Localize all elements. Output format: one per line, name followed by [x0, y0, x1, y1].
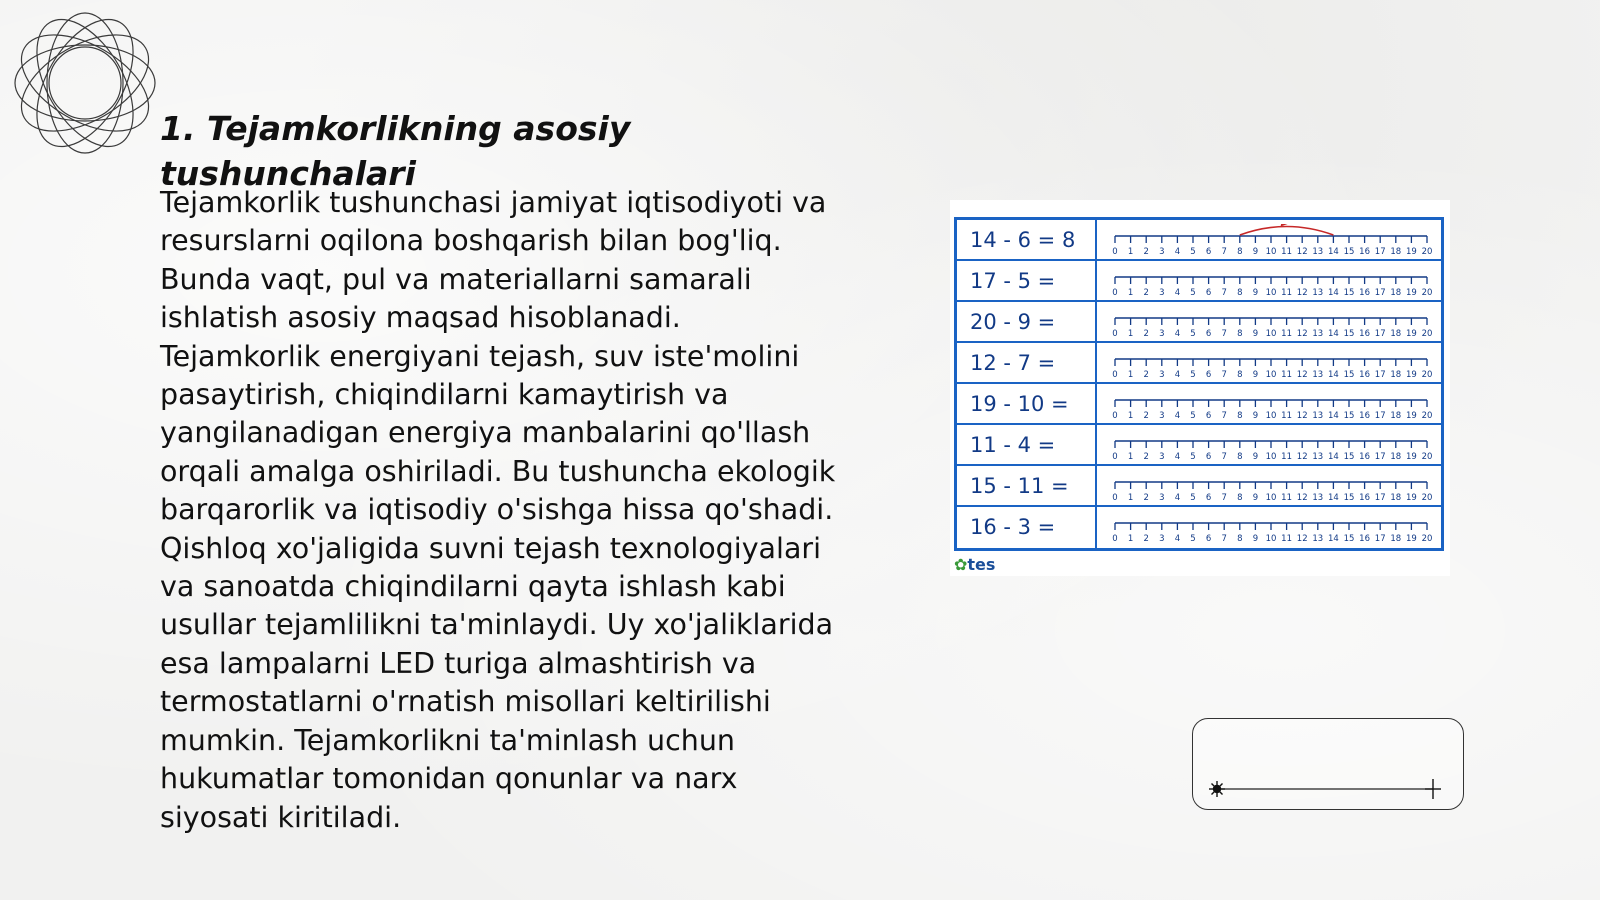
number-line-label: 11	[1281, 411, 1293, 421]
number-line-label: 15	[1343, 247, 1355, 257]
number-line-label: 17	[1374, 411, 1386, 421]
number-line-label: 8	[1237, 452, 1243, 462]
number-line-label: 15	[1343, 534, 1355, 544]
number-line-label: 4	[1174, 288, 1181, 298]
number-line-label: 6	[1205, 288, 1212, 298]
number-line-label: 15	[1343, 370, 1355, 380]
number-line-label: 11	[1281, 370, 1293, 380]
number-line	[1107, 224, 1437, 258]
number-line-label: 9	[1252, 411, 1259, 421]
number-line-label: 0	[1112, 370, 1118, 380]
number-line-label: 7	[1221, 493, 1227, 503]
number-line-label: 8	[1237, 288, 1243, 298]
number-line-label: 14	[1327, 329, 1339, 339]
number-line-label: 7	[1221, 247, 1227, 257]
number-line-label: 18	[1390, 370, 1402, 380]
worksheet-row	[957, 302, 1441, 343]
number-line-label: 7	[1221, 329, 1227, 339]
number-line-label: 10	[1265, 370, 1277, 380]
worksheet-table	[954, 217, 1444, 551]
number-line-label: 1	[1127, 329, 1134, 339]
number-line-label: 19	[1405, 370, 1417, 380]
number-line-label: 18	[1390, 288, 1402, 298]
worksheet-row	[957, 466, 1441, 507]
number-line-label: 5	[1190, 411, 1196, 421]
number-line	[1107, 265, 1437, 299]
number-line-label: 17	[1374, 288, 1386, 298]
slider-track	[1193, 719, 1465, 811]
tes-logo-text: tes	[967, 555, 996, 574]
number-line-label: 20	[1421, 370, 1433, 380]
number-line-label: 16	[1359, 534, 1371, 544]
worksheet-row	[957, 425, 1441, 466]
number-line	[1107, 470, 1437, 504]
number-line-label: 2	[1143, 370, 1149, 380]
number-line	[1107, 388, 1437, 422]
number-line-label: 1	[1127, 534, 1134, 544]
number-line-label: 13	[1312, 370, 1324, 380]
number-line-label: 6	[1205, 411, 1212, 421]
number-line-label: 5	[1190, 370, 1196, 380]
number-line-label: 0	[1112, 452, 1118, 462]
number-line-label: 15	[1343, 288, 1355, 298]
number-line-label: 1	[1127, 370, 1134, 380]
number-line-label: 10	[1265, 329, 1277, 339]
number-line-label: 19	[1405, 329, 1417, 339]
number-line-label: 12	[1296, 247, 1308, 257]
number-line-label: 16	[1359, 411, 1371, 421]
number-line-label: 18	[1390, 534, 1402, 544]
number-line-label: 20	[1421, 247, 1433, 257]
equation-label: 12 - 7 =	[957, 343, 1097, 382]
number-line-label: 17	[1374, 329, 1386, 339]
worksheet-row	[957, 507, 1441, 548]
number-line-label: 9	[1252, 452, 1259, 462]
number-line-label: 8	[1237, 534, 1243, 544]
worksheet-row	[957, 261, 1441, 302]
number-line-label: 11	[1281, 534, 1293, 544]
slide-title: 1. Tejamkorlikning asosiy tushunchalari	[160, 109, 631, 193]
number-line-label: 13	[1312, 452, 1324, 462]
number-line-label: 17	[1374, 370, 1386, 380]
jump-arrow	[1240, 227, 1334, 236]
number-line-label: 11	[1281, 493, 1293, 503]
number-line-label: 6	[1205, 493, 1212, 503]
number-line-label: 9	[1252, 288, 1259, 298]
number-line-label: 0	[1112, 288, 1118, 298]
number-line-label: 16	[1359, 370, 1371, 380]
number-line-label: 17	[1374, 247, 1386, 257]
number-line-label: 6	[1205, 534, 1212, 544]
number-line-label: 0	[1112, 329, 1118, 339]
number-line-label: 2	[1143, 288, 1149, 298]
number-line-label: 14	[1327, 534, 1339, 544]
number-line-label: 9	[1252, 329, 1259, 339]
number-line-label: 11	[1281, 329, 1293, 339]
number-line-label: 18	[1390, 493, 1402, 503]
number-line-label: 4	[1174, 247, 1181, 257]
number-line-label: 4	[1174, 329, 1181, 339]
number-line-label: 10	[1265, 493, 1277, 503]
number-line-label: 15	[1343, 452, 1355, 462]
number-line-label: 8	[1237, 411, 1243, 421]
number-line	[1107, 306, 1437, 340]
number-line-label: 5	[1190, 452, 1196, 462]
number-line-label: 16	[1359, 329, 1371, 339]
number-line-label: 19	[1405, 288, 1417, 298]
number-line-worksheet-image	[950, 200, 1450, 576]
number-line-label: 17	[1374, 534, 1386, 544]
number-line-label: 14	[1327, 452, 1339, 462]
number-line-label: 20	[1421, 329, 1433, 339]
number-line-label: 19	[1405, 411, 1417, 421]
number-line-label: 10	[1265, 452, 1277, 462]
number-line-label: 9	[1252, 534, 1259, 544]
number-line-label: 0	[1112, 493, 1118, 503]
number-line-label: 13	[1312, 411, 1324, 421]
overlapping-circles-icon	[10, 8, 160, 158]
number-line-label: 6	[1205, 329, 1212, 339]
number-line-label: 12	[1296, 452, 1308, 462]
number-line	[1107, 347, 1437, 381]
number-line-label: 10	[1265, 288, 1277, 298]
number-line-label: 16	[1359, 247, 1371, 257]
number-line-label: 5	[1190, 534, 1196, 544]
number-line-label: 9	[1252, 247, 1259, 257]
number-line-label: 2	[1143, 329, 1149, 339]
number-line-label: 4	[1174, 452, 1181, 462]
number-line-label: 19	[1405, 452, 1417, 462]
number-line-label: 6	[1205, 247, 1212, 257]
number-line-label: 12	[1296, 493, 1308, 503]
number-line-label: 19	[1405, 493, 1417, 503]
number-line-label: 7	[1221, 452, 1227, 462]
number-line-label: 4	[1174, 534, 1181, 544]
number-line-label: 17	[1374, 493, 1386, 503]
number-line-label: 8	[1237, 247, 1243, 257]
number-line-label: 20	[1421, 411, 1433, 421]
number-line-label: 12	[1296, 288, 1308, 298]
number-line-label: 18	[1390, 411, 1402, 421]
number-line-label: 5	[1190, 493, 1196, 503]
number-line-label: 3	[1159, 370, 1165, 380]
number-line-label: 3	[1159, 411, 1165, 421]
number-line-label: 15	[1343, 411, 1355, 421]
number-line-label: 9	[1252, 370, 1259, 380]
number-line-label: 4	[1174, 493, 1181, 503]
number-line-label: 1	[1127, 493, 1134, 503]
number-line-label: 3	[1159, 329, 1165, 339]
number-line-label: 1	[1127, 247, 1134, 257]
number-line-label: 1	[1127, 288, 1134, 298]
number-line-label: 16	[1359, 288, 1371, 298]
equation-label: 14 - 6 = 8	[957, 220, 1097, 259]
equation-label: 19 - 10 =	[957, 384, 1097, 423]
equation-label: 11 - 4 =	[957, 425, 1097, 464]
number-line-label: 10	[1265, 534, 1277, 544]
equation-label: 17 - 5 =	[957, 261, 1097, 300]
number-line-label: 12	[1296, 329, 1308, 339]
number-line-label: 3	[1159, 534, 1165, 544]
number-line-label: 8	[1237, 329, 1243, 339]
number-line-label: 20	[1421, 493, 1433, 503]
number-line-label: 20	[1421, 288, 1433, 298]
number-line-label: 13	[1312, 534, 1324, 544]
worksheet-row	[957, 220, 1441, 261]
number-line	[1107, 429, 1437, 463]
number-line-label: 17	[1374, 452, 1386, 462]
number-line-label: 11	[1281, 247, 1293, 257]
number-line-label: 3	[1159, 247, 1165, 257]
number-line-label: 7	[1221, 288, 1227, 298]
number-line-label: 2	[1143, 493, 1149, 503]
number-line-label: 20	[1421, 534, 1433, 544]
number-line-label: 16	[1359, 452, 1371, 462]
number-line-label: 2	[1143, 411, 1149, 421]
worksheet-row	[957, 384, 1441, 425]
number-line-label: 14	[1327, 288, 1339, 298]
number-line-label: 1	[1127, 452, 1134, 462]
number-line-label: 12	[1296, 411, 1308, 421]
number-line-label: 0	[1112, 534, 1118, 544]
number-line-label: 19	[1405, 534, 1417, 544]
number-line-label: 16	[1359, 493, 1371, 503]
number-line-label: 5	[1190, 288, 1196, 298]
number-line-label: 11	[1281, 452, 1293, 462]
number-line-label: 12	[1296, 370, 1308, 380]
number-line-label: 12	[1296, 534, 1308, 544]
number-line-label: 6	[1205, 452, 1212, 462]
number-line-label: 18	[1390, 452, 1402, 462]
number-line-label: 0	[1112, 411, 1118, 421]
number-line-label: 7	[1221, 411, 1227, 421]
number-line-label: 7	[1221, 534, 1227, 544]
number-line-label: 19	[1405, 247, 1417, 257]
number-line-label: 2	[1143, 247, 1149, 257]
number-line-label: 13	[1312, 329, 1324, 339]
number-line-label: 18	[1390, 247, 1402, 257]
equation-label: 15 - 11 =	[957, 466, 1097, 505]
number-line-label: 13	[1312, 247, 1324, 257]
number-line-label: 14	[1327, 411, 1339, 421]
number-line-label: 3	[1159, 452, 1165, 462]
number-line-label: 10	[1265, 411, 1277, 421]
number-line-label: 9	[1252, 493, 1259, 503]
number-line-label: 13	[1312, 288, 1324, 298]
number-line-label: 11	[1281, 288, 1293, 298]
slider-control[interactable]	[1192, 718, 1464, 810]
slide-body-text: Tejamkorlik tushunchasi jamiyat iqtisodiyoti va resurslarni oqilona boshqarish bilan bog'liq. Bunda vaqt, pul va materiallarni samarali ishlatish asosiy maqsad hisoblanadi. Tejamkorlik energiyani tejash, suv iste'molini pasaytirish, chiqindilarni kamaytirish va yangilanadigan energiya manbalarini qo'llash orqali amalga oshiriladi. Bu tushuncha ekologik barqarorlik va iqtisodiy o'sishga hissa qo'shadi. Qishloq xo'jaligida suvni tejash texnologiyalari va sanoatda chiqindilarni qayta ishlash kabi usullar tejamlilikni ta'minlaydi. Uy xo'jaliklarida esa lampalarni LED turiga almashtirish va termostatlarni o'rnatish misollari keltirilishi mumkin. Tejamkorlikni ta'minlash uchun hukumatlar tomonidan qonunlar va narx siyosati kiritiladi.	[160, 186, 836, 834]
number-line-label: 3	[1159, 288, 1165, 298]
number-line-label: 15	[1343, 329, 1355, 339]
equation-label: 20 - 9 =	[957, 302, 1097, 341]
crosshair-icon[interactable]	[1425, 779, 1441, 799]
number-line-label: 6	[1205, 370, 1212, 380]
number-line-label: 4	[1174, 411, 1181, 421]
number-line-label: 8	[1237, 493, 1243, 503]
number-line-label: 0	[1112, 247, 1118, 257]
number-line-label: 14	[1327, 370, 1339, 380]
worksheet-row	[957, 343, 1441, 384]
equation-label: 16 - 3 =	[957, 507, 1097, 548]
number-line-label: 2	[1143, 452, 1149, 462]
number-line-label: 20	[1421, 452, 1433, 462]
number-line-label: 18	[1390, 329, 1402, 339]
number-line-label: 10	[1265, 247, 1277, 257]
number-line	[1107, 511, 1437, 545]
number-line-label: 1	[1127, 411, 1134, 421]
number-line-label: 8	[1237, 370, 1243, 380]
number-line-label: 13	[1312, 493, 1324, 503]
sun-icon	[1209, 781, 1225, 797]
number-line-label: 3	[1159, 493, 1165, 503]
number-line-label: 2	[1143, 534, 1149, 544]
number-line-label: 4	[1174, 370, 1181, 380]
tes-logo: ✿tes	[954, 555, 996, 574]
number-line-label: 14	[1327, 493, 1339, 503]
number-line-label: 15	[1343, 493, 1355, 503]
number-line-label: 14	[1327, 247, 1339, 257]
number-line-label: 5	[1190, 329, 1196, 339]
number-line-label: 7	[1221, 370, 1227, 380]
number-line-label: 5	[1190, 247, 1196, 257]
